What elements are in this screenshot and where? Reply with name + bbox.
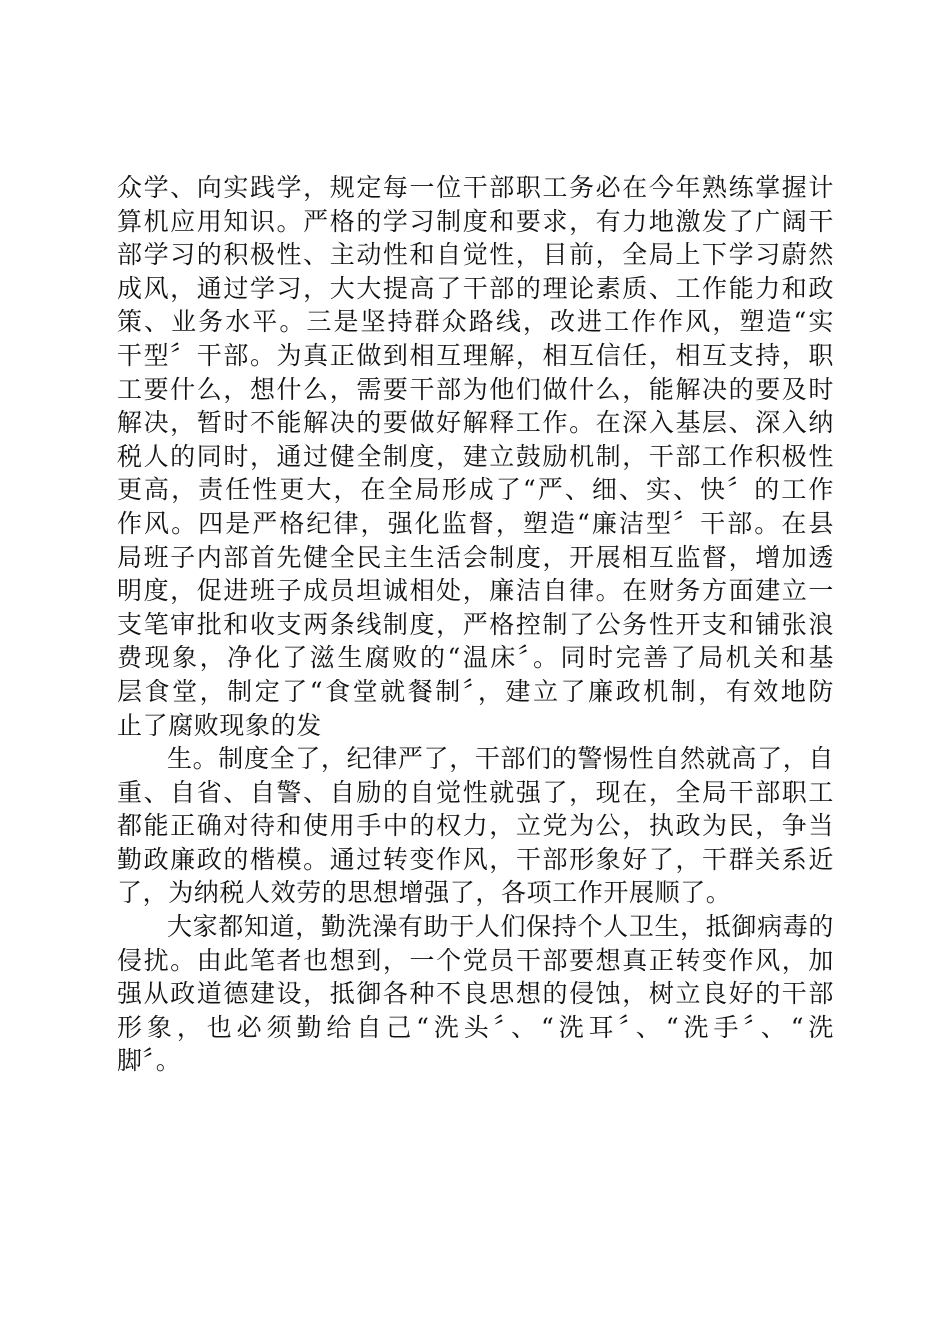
text-line: 都能正确对待和使用手中的权力，立党为公，执政为民，争当 <box>117 811 834 841</box>
text-line: 策、业务水平。三是坚持群众路线，改进工作作风，塑造“实 <box>117 307 834 337</box>
text-line: 部学习的积极性、主动性和自觉性，目前，全局上下学习蔚然 <box>117 240 834 270</box>
text-line: 侵扰。由此笔者也想到，一个党员干部要想真正转变作风，加 <box>117 945 834 975</box>
text-line: 更高，责任性更大，在全局形成了“严、细、实、快〞的工作 <box>117 475 834 505</box>
text-line: 重、自省、自警、自励的自觉性就强了，现在，全局干部职工 <box>117 777 834 807</box>
text-line: 层食堂，制定了“食堂就餐制〞，建立了廉政机制，有效地防 <box>117 676 834 706</box>
text-line: 众学、向实践学，规定每一位干部职工务必在今年熟练掌握计 <box>117 173 834 202</box>
text-line: 工要什么，想什么，需要干部为他们做什么，能解决的要及时 <box>117 374 834 404</box>
text-line: 形象，也必须勤给自己“洗头〞、“洗耳〞、“洗手〞、“洗 <box>117 1012 834 1042</box>
paragraph-2 <box>117 742 834 910</box>
text-line: 支笔审批和收支两条线制度，严格控制了公务性开支和铺张浪 <box>117 609 834 639</box>
text-line: 止了腐败现象的发 <box>117 710 322 740</box>
text-line: 勤政廉政的楷模。通过转变作风，干部形象好了，干群关系近 <box>117 844 834 874</box>
text-line: 算机应用知识。严格的学习制度和要求，有力地激发了广阔干 <box>117 206 834 236</box>
document-body <box>117 171 834 1078</box>
text-line: 强从政道德建设，抵御各种不良思想的侵蚀，树立良好的干部 <box>117 979 834 1009</box>
paragraph-3 <box>117 910 834 1078</box>
text-line: 成风，通过学习，大大提高了干部的理论素质、工作能力和政 <box>117 273 834 303</box>
text-line: 脚〞。 <box>117 1046 182 1076</box>
text-line: 干型〞干部。为真正做到相互理解，相互信任，相互支持，职 <box>117 340 834 370</box>
text-line: 明度，促进班子成员坦诚相处，廉洁自律。在财务方面建立一 <box>117 576 834 606</box>
text-line: 作风。四是严格纪律，强化监督，塑造“廉洁型〞干部。在县 <box>117 508 834 538</box>
text-line: 了，为纳税人效劳的思想增强了，各项工作开展顺了。 <box>117 878 732 908</box>
text-line: 解决，暂时不能解决的要做好解释工作。在深入基层、深入纳 <box>117 408 834 438</box>
paragraph-1 <box>117 171 834 742</box>
text-line: 大家都知道，勤洗澡有助于人们保持个人卫生，抵御病毒的 <box>167 912 834 942</box>
text-line: 局班子内部首先健全民主生活会制度，开展相互监督，增加透 <box>117 542 834 572</box>
text-line: 费现象，净化了滋生腐败的“温床〞。同时完善了局机关和基 <box>117 643 834 673</box>
text-line: 税人的同时，通过健全制度，建立鼓励机制，干部工作积极性 <box>117 441 834 471</box>
text-line: 生。制度全了，纪律严了，干部们的警惕性自然就高了，自 <box>167 744 834 774</box>
